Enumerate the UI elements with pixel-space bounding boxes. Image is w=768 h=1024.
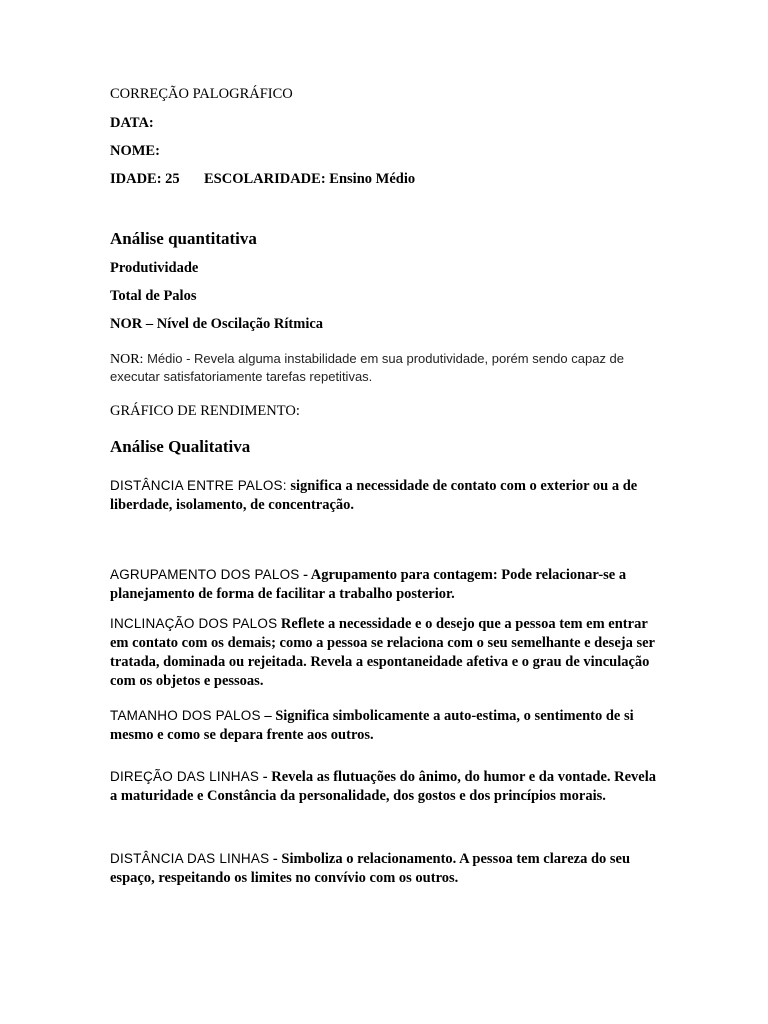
qualitative-heading: Análise Qualitativa — [110, 437, 251, 456]
qualitative-item — [110, 476, 662, 515]
quantitative-heading: Análise quantitativa — [110, 229, 257, 248]
schooling-label: ESCOLARIDADE: Ensino Médio — [204, 171, 416, 187]
item-text: – Significa simbolicamente a auto-estima, o sentimento de si mesmo e como se depara frente aos outros. — [110, 708, 634, 743]
qualitative-item — [110, 767, 662, 806]
nor-description — [110, 350, 660, 385]
chart-label: GRÁFICO DE RENDIMENTO: — [110, 403, 300, 419]
item-term: TAMANHO DOS PALOS — [110, 708, 261, 723]
qualitative-item — [110, 565, 662, 604]
item-term: AGRUPAMENTO DOS PALOS — [110, 567, 300, 582]
nor-title: NOR – Nível de Oscilação Rítmica — [110, 316, 324, 332]
name-label: NOME: — [110, 143, 160, 159]
qualitative-item — [110, 849, 662, 888]
item-term: DISTÂNCIA ENTRE PALOS: — [110, 478, 287, 493]
item-text: - Agrupamento para contagem: Pode relacionar-se a planejamento de forma de facilitar a trabalho posterior. — [110, 567, 627, 602]
total-palos-label: Total de Palos — [110, 288, 197, 304]
item-text: - Revela as flutuações do ânimo, do humor e da vontade. Revela a maturidade e Constância da personalidade, dos gostos e dos princípios morais. — [110, 769, 657, 804]
qualitative-item — [110, 706, 662, 745]
nor-label: NOR: — [110, 352, 144, 367]
item-text: - Simboliza o relacionamento. A pessoa tem clareza do seu espaço, respeitando os limites no convívio com os outros. — [110, 851, 631, 886]
item-term: DISTÂNCIA DAS LINHAS — [110, 851, 270, 866]
item-term: DIREÇÃO DAS LINHAS — [110, 769, 260, 784]
item-text: significa a necessidade de contato com o exterior ou a de liberdade, isolamento, de concentração. — [110, 478, 638, 513]
nor-text: Médio - Revela alguma instabilidade em sua produtividade, porém sendo capaz de executar satisfatoriamente tarefas repetitivas. — [110, 351, 625, 384]
document-title: CORREÇÃO PALOGRÁFICO — [110, 86, 293, 102]
date-label: DATA: — [110, 115, 154, 131]
productivity-label: Produtividade — [110, 260, 199, 276]
item-term: INCLINAÇÃO DOS PALOS — [110, 616, 278, 631]
age-label: IDADE: 25 — [110, 171, 180, 187]
qualitative-item — [110, 614, 662, 691]
item-text: Reflete a necessidade e o desejo que a pessoa tem em entrar em contato com os demais; como a pessoa se relaciona com o seu semelhante e deseja ser tratada, dominada ou rejeitada. Revela a espontaneidade afetiva e o grau de vinculação com os objetos e pessoas. — [110, 616, 655, 689]
